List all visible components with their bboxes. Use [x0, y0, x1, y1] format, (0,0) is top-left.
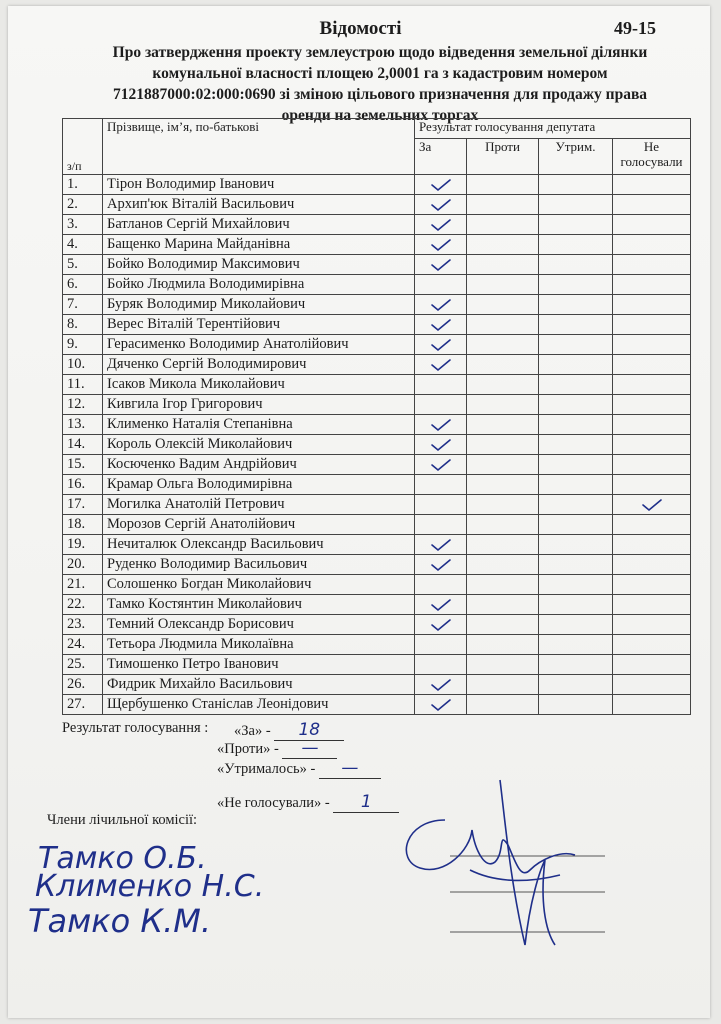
deputy-name: Бащенко Марина Майданівна — [103, 235, 415, 255]
deputy-name: Темний Олександр Борисович — [103, 615, 415, 635]
header-not-voted: Не голосували — [613, 139, 691, 175]
row-number: 25. — [63, 655, 103, 675]
signature-member-2: Клименко Н.С. — [35, 869, 265, 904]
deputy-name: Король Олексій Миколайович — [103, 435, 415, 455]
deputy-name: Ісаков Микола Миколайович — [103, 375, 415, 395]
deputy-name: Буряк Володимир Миколайович — [103, 295, 415, 315]
row-number: 7. — [63, 295, 103, 315]
row-number: 21. — [63, 575, 103, 595]
deputy-name: Нечиталюк Олександр Васильович — [103, 535, 415, 555]
deputy-name: Морозов Сергій Анатолійович — [103, 515, 415, 535]
deputy-name: Тетьора Людмила Миколаївна — [103, 635, 415, 655]
deputy-name: Солошенко Богдан Миколайович — [103, 575, 415, 595]
row-number: 19. — [63, 535, 103, 555]
result-abstain-value: — — [319, 758, 381, 779]
header-against: Проти — [467, 139, 539, 175]
signature-member-3: Тамко К.М. — [28, 902, 212, 940]
row-number: 11. — [63, 375, 103, 395]
deputy-name: Фидрик Михайло Васильович — [103, 675, 415, 695]
result-for-value: 18 — [274, 720, 344, 741]
signature-member-1: Тамко О.Б. — [38, 841, 207, 876]
header-abstain: Утрим. — [539, 139, 613, 175]
deputy-name: Тамко Костянтин Миколайович — [103, 595, 415, 615]
row-number: 14. — [63, 435, 103, 455]
row-number: 24. — [63, 635, 103, 655]
row-number: 12. — [63, 395, 103, 415]
subtitle-line: оренди на земельних торгах — [281, 107, 479, 124]
subtitle-line: 7121887000:02:000:0690 зі зміною цільового призначення для продажу права — [112, 86, 648, 103]
results-label: Результат голосування : — [62, 720, 209, 736]
result-against-label: «Проти» - — [217, 741, 279, 757]
row-number: 5. — [63, 255, 103, 275]
row-number: 16. — [63, 475, 103, 495]
deputy-name: Кивгила Ігор Григорович — [103, 395, 415, 415]
deputy-name: Батланов Сергій Михайлович — [103, 215, 415, 235]
result-for-label: «За» - — [234, 723, 271, 739]
row-number: 20. — [63, 555, 103, 575]
subtitle-line: Про затвердження проекту землеустрою щодо відведення земельної ділянки — [112, 44, 648, 61]
row-number: 17. — [63, 495, 103, 515]
row-number: 3. — [63, 215, 103, 235]
deputy-name: Щербушенко Станіслав Леонідович — [103, 695, 415, 715]
row-number: 9. — [63, 335, 103, 355]
row-number: 23. — [63, 615, 103, 635]
row-number: 26. — [63, 675, 103, 695]
chairman-signature-scribble — [406, 780, 575, 945]
deputy-name: Герасименко Володимир Анатолійович — [103, 335, 415, 355]
result-abstain-label: «Утрималось» - — [217, 761, 316, 777]
deputy-name: Дяченко Сергій Володимирович — [103, 355, 415, 375]
row-number: 27. — [63, 695, 103, 715]
header-result: Результат голосування депутата — [415, 119, 691, 139]
header-for: За — [415, 139, 467, 175]
result-not-voted-value: 1 — [333, 792, 399, 813]
row-number: 15. — [63, 455, 103, 475]
deputy-name: Верес Віталій Терентійович — [103, 315, 415, 335]
deputy-name: Клименко Наталія Степанівна — [103, 415, 415, 435]
deputy-name: Могилка Анатолій Петрович — [103, 495, 415, 515]
deputy-name: Косюченко Вадим Андрійович — [103, 455, 415, 475]
deputy-name: Бойко Людмила Володимирівна — [103, 275, 415, 295]
deputy-name: Бойко Володимир Максимович — [103, 255, 415, 275]
subtitle-line: комунальної власності площею 2,0001 га з кадастровим номером — [152, 65, 608, 82]
result-against-value: — — [282, 738, 337, 759]
header-name: Прізвище, ім’я, по-батькові — [103, 119, 415, 175]
row-number: 13. — [63, 415, 103, 435]
deputy-name: Руденко Володимир Васильович — [103, 555, 415, 575]
header-number: з/п — [63, 119, 103, 175]
row-number: 8. — [63, 315, 103, 335]
row-number: 6. — [63, 275, 103, 295]
result-not-voted-label: «Не голосували» - — [217, 795, 330, 811]
row-number: 22. — [63, 595, 103, 615]
document-title: Відомості — [319, 18, 402, 39]
row-number: 1. — [63, 175, 103, 195]
commission-label: Члени лічильної комісії: — [47, 812, 198, 828]
deputy-name: Тірон Володимир Іванович — [103, 175, 415, 195]
row-number: 2. — [63, 195, 103, 215]
document-number: 49-15 — [614, 18, 656, 38]
deputy-name: Тимошенко Петро Іванович — [103, 655, 415, 675]
row-number: 4. — [63, 235, 103, 255]
deputy-name: Крамар Ольга Володимирівна — [103, 475, 415, 495]
row-number: 18. — [63, 515, 103, 535]
row-number: 10. — [63, 355, 103, 375]
deputy-name: Архип'юк Віталій Васильович — [103, 195, 415, 215]
